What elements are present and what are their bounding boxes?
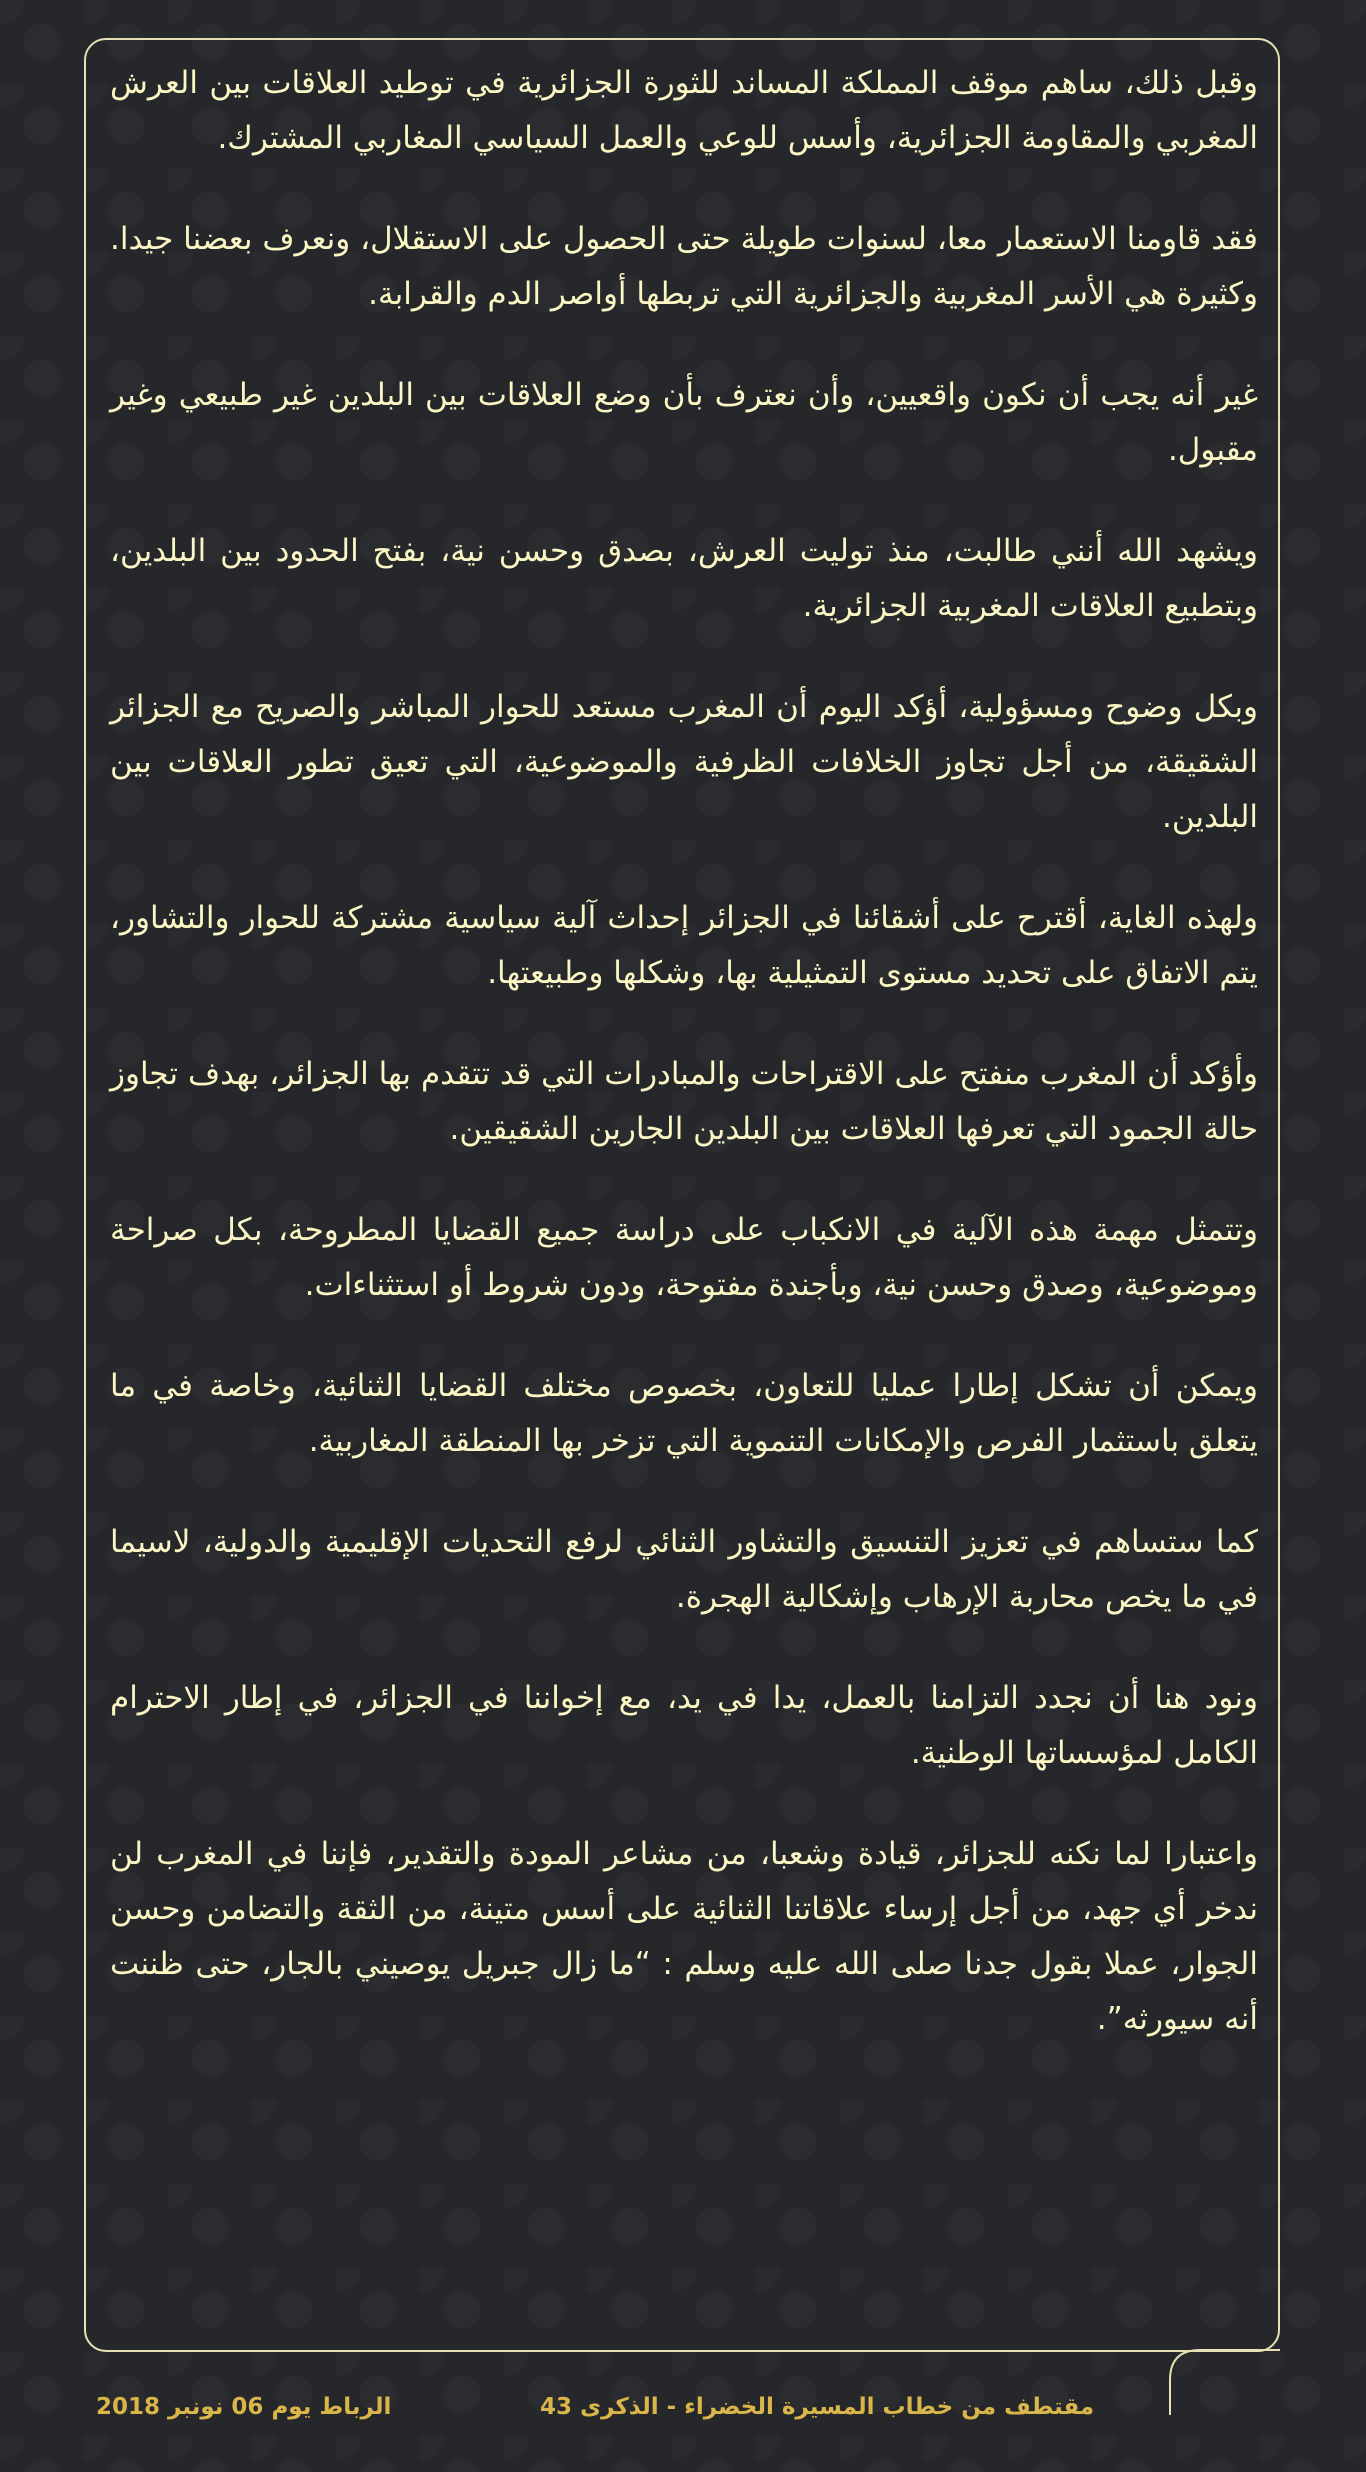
paragraph-12: واعتبارا لما نكنه للجزائر، قيادة وشعبا، من مشاعر المودة والتقدير، فإننا في المغرب لن ندخر أي جهد، من أجل إرساء علاقاتنا الثنائية على أسس متينة، من الثقة والتضامن وحسن الجوار، عملا بقول جدنا صلى الله عليه وسلم : “ما زال جبريل يوصيني بالجار، حتى ظننت أنه سيورثه”. <box>110 1836 1258 2037</box>
paragraph-6: ولهذه الغاية، أقترح على أشقائنا في الجزائر إحداث آلية سياسية مشتركة للحوار والتشاور، يتم الاتفاق على تحديد مستوى التمثيلية بها، وشكلها وطبيعتها. <box>110 900 1258 991</box>
paragraph-10: كما ستساهم في تعزيز التنسيق والتشاور الثنائي لرفع التحديات الإقليمية والدولية، لاسيما في ما يخص محاربة الإرهاب وإشكالية الهجرة. <box>110 1524 1258 1615</box>
footer-source: مقتطف من خطاب المسيرة الخضراء - الذكرى 43 <box>540 2394 1095 2420</box>
speech-excerpt <box>110 56 1258 2093</box>
paragraph-5: وبكل وضوح ومسؤولية، أؤكد اليوم أن المغرب مستعد للحوار المباشر والصريح مع الجزائر الشقيقة، من أجل تجاوز الخلافات الظرفية والموضوعية، التي تعيق تطور العلاقات بين البلدين. <box>110 689 1258 835</box>
footer-place-date: الرباط يوم 06 نونبر 2018 <box>96 2394 392 2420</box>
paragraph-4: ويشهد الله أنني طالبت، منذ توليت العرش، بصدق وحسن نية، بفتح الحدود بين البلدين، وبتطبيع العلاقات المغربية الجزائرية. <box>110 533 1258 624</box>
paragraph-2: فقد قاومنا الاستعمار معا، لسنوات طويلة حتى الحصول على الاستقلال، ونعرف بعضنا جيدا. وكثيرة هي الأسر المغربية والجزائرية التي تربطها أواصر الدم والقرابة. <box>110 221 1258 312</box>
paragraph-7: وأؤكد أن المغرب منفتح على الاقتراحات والمبادرات التي قد تتقدم بها الجزائر، بهدف تجاوز حالة الجمود التي تعرفها العلاقات بين البلدين الجارين الشقيقين. <box>110 1056 1258 1147</box>
paragraph-11: ونود هنا أن نجدد التزامنا بالعمل، يدا في يد، مع إخواننا في الجزائر، في إطار الاحترام الكامل لمؤسساتها الوطنية. <box>110 1680 1258 1771</box>
paragraph-3: غير أنه يجب أن نكون واقعيين، وأن نعترف بأن وضع العلاقات بين البلدين غير طبيعي وغير مقبول. <box>110 377 1258 468</box>
paragraph-8: وتتمثل مهمة هذه الآلية في الانكباب على دراسة جميع القضايا المطروحة، بكل صراحة وموضوعية، وصدق وحسن نية، وبأجندة مفتوحة، ودون شروط أو استثناءات. <box>110 1212 1258 1303</box>
paragraph-9: ويمكن أن تشكل إطارا عمليا للتعاون، بخصوص مختلف القضايا الثنائية، وخاصة في ما يتعلق باستثمار الفرص والإمكانات التنموية التي تزخر بها المنطقة المغاربية. <box>110 1368 1258 1459</box>
decorative-curve <box>1160 2340 1280 2420</box>
paragraph-1: وقبل ذلك، ساهم موقف المملكة المساند للثورة الجزائرية في توطيد العلاقات بين العرش المغربي والمقاومة الجزائرية، وأسس للوعي والعمل السياسي المغاربي المشترك. <box>110 65 1258 156</box>
